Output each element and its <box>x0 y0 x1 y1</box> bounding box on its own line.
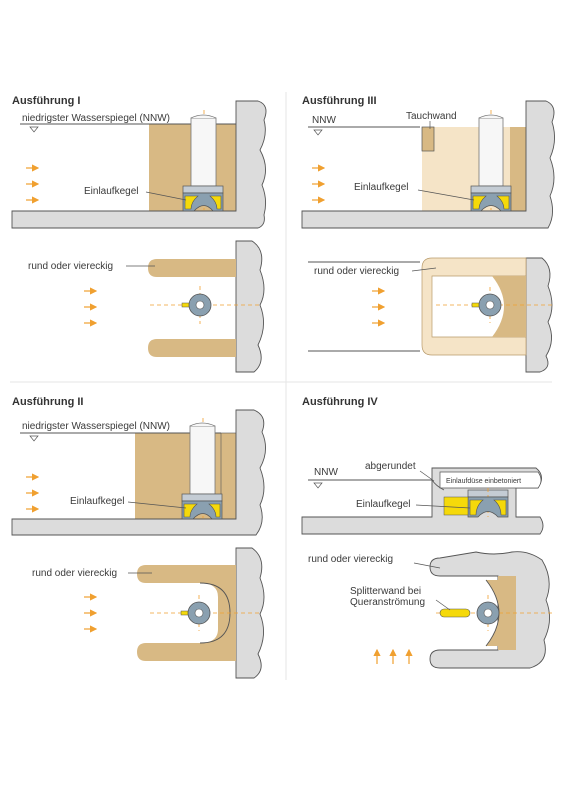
panel-3-plan-label: rund oder viereckig <box>314 266 400 277</box>
panel-4-water-level-label: NNW <box>314 467 338 478</box>
panel-ausfuehrung-2 <box>12 396 266 678</box>
panel-4-plan-view <box>308 552 552 668</box>
panel-4-cone-label: Einlaufkegel <box>356 499 411 510</box>
panel-4-section-view <box>302 461 543 534</box>
panel-4-nozzle-label: Einlaufdüse einbetoniert <box>446 478 522 485</box>
panel-ausfuehrung-4 <box>302 396 552 668</box>
panel-2-plan-label: rund oder viereckig <box>32 568 118 579</box>
panel-1-plan-view <box>28 241 264 372</box>
panel-3-section-view <box>302 101 555 228</box>
panel-1-plan-ring-inner <box>196 301 204 309</box>
panel-1-title: Ausführung I <box>12 95 81 107</box>
panel-3-plan-rock <box>526 258 552 372</box>
panel-4-splitter-label-2: Queranströmung <box>350 597 426 608</box>
panel-3-title: Ausführung III <box>302 95 377 107</box>
panel-1-level-marker <box>30 127 38 132</box>
panel-1-section-view <box>12 101 266 228</box>
panel-2-water-level-label: niedrigster Wasserspiegel (NNW) <box>22 421 170 432</box>
panel-ausfuehrung-3 <box>302 95 555 372</box>
panel-1-plan-wall-bottom <box>148 339 236 357</box>
panel-4-splitter-label-1: Splitterwand bei <box>350 586 422 597</box>
panel-1-water-level-label: niedrigster Wasserspiegel (NNW) <box>22 113 170 124</box>
panel-1-cone-label: Einlaufkegel <box>84 186 139 197</box>
panel-3-plan-chamber <box>510 276 526 337</box>
panel-3-plan-view <box>308 258 552 372</box>
panel-3-water-level-label: NNW <box>312 115 336 126</box>
panel-3-tauchwand <box>422 127 434 151</box>
panel-4-plan-label: rund oder viereckig <box>308 554 394 565</box>
panel-2-pipe <box>190 426 215 494</box>
panel-2-plan-view <box>32 548 264 678</box>
panel-1-plan-label: rund oder viereckig <box>28 261 114 272</box>
panel-3-pipe-cap <box>479 115 503 118</box>
panel-3-chamber-wall <box>510 127 526 211</box>
panel-1-plan-rock <box>236 241 264 372</box>
panel-1-flange <box>183 186 223 193</box>
panel-2-pipe-cap <box>190 423 215 426</box>
panel-3-tauchwand-label: Tauchwand <box>406 111 457 122</box>
panel-1-pipe <box>191 118 216 186</box>
panel-2-flange <box>182 494 222 501</box>
panel-3-cone-label: Einlaufkegel <box>354 182 409 193</box>
panel-4-splitter-leader <box>436 600 450 610</box>
panel-4-splitter-wall <box>440 609 470 617</box>
panel-4-yellow-band <box>444 497 468 515</box>
panel-1-pipe-cap <box>191 115 216 118</box>
panel-4-title: Ausführung IV <box>302 396 378 408</box>
panel-4-rounded-label: abgerundet <box>365 461 416 472</box>
panel-2-chamber-wall <box>221 433 236 519</box>
panel-3-level-marker <box>314 130 322 135</box>
panel-2-plan-ring-inner <box>195 609 203 617</box>
panel-ausfuehrung-1 <box>12 95 266 372</box>
panel-3-pipe <box>479 118 503 186</box>
panel-1-plan-wall-top <box>148 259 236 277</box>
panel-4-plan-ring-inner <box>484 609 492 617</box>
panel-2-section-view <box>12 410 266 535</box>
panel-2-title: Ausführung II <box>12 396 84 408</box>
panel-2-level-marker <box>30 436 38 441</box>
panel-2-cone-label: Einlaufkegel <box>70 496 125 507</box>
panel-3-flange <box>471 186 511 193</box>
panel-4-level-marker <box>314 483 322 488</box>
panel-3-plan-ring-inner <box>486 301 494 309</box>
